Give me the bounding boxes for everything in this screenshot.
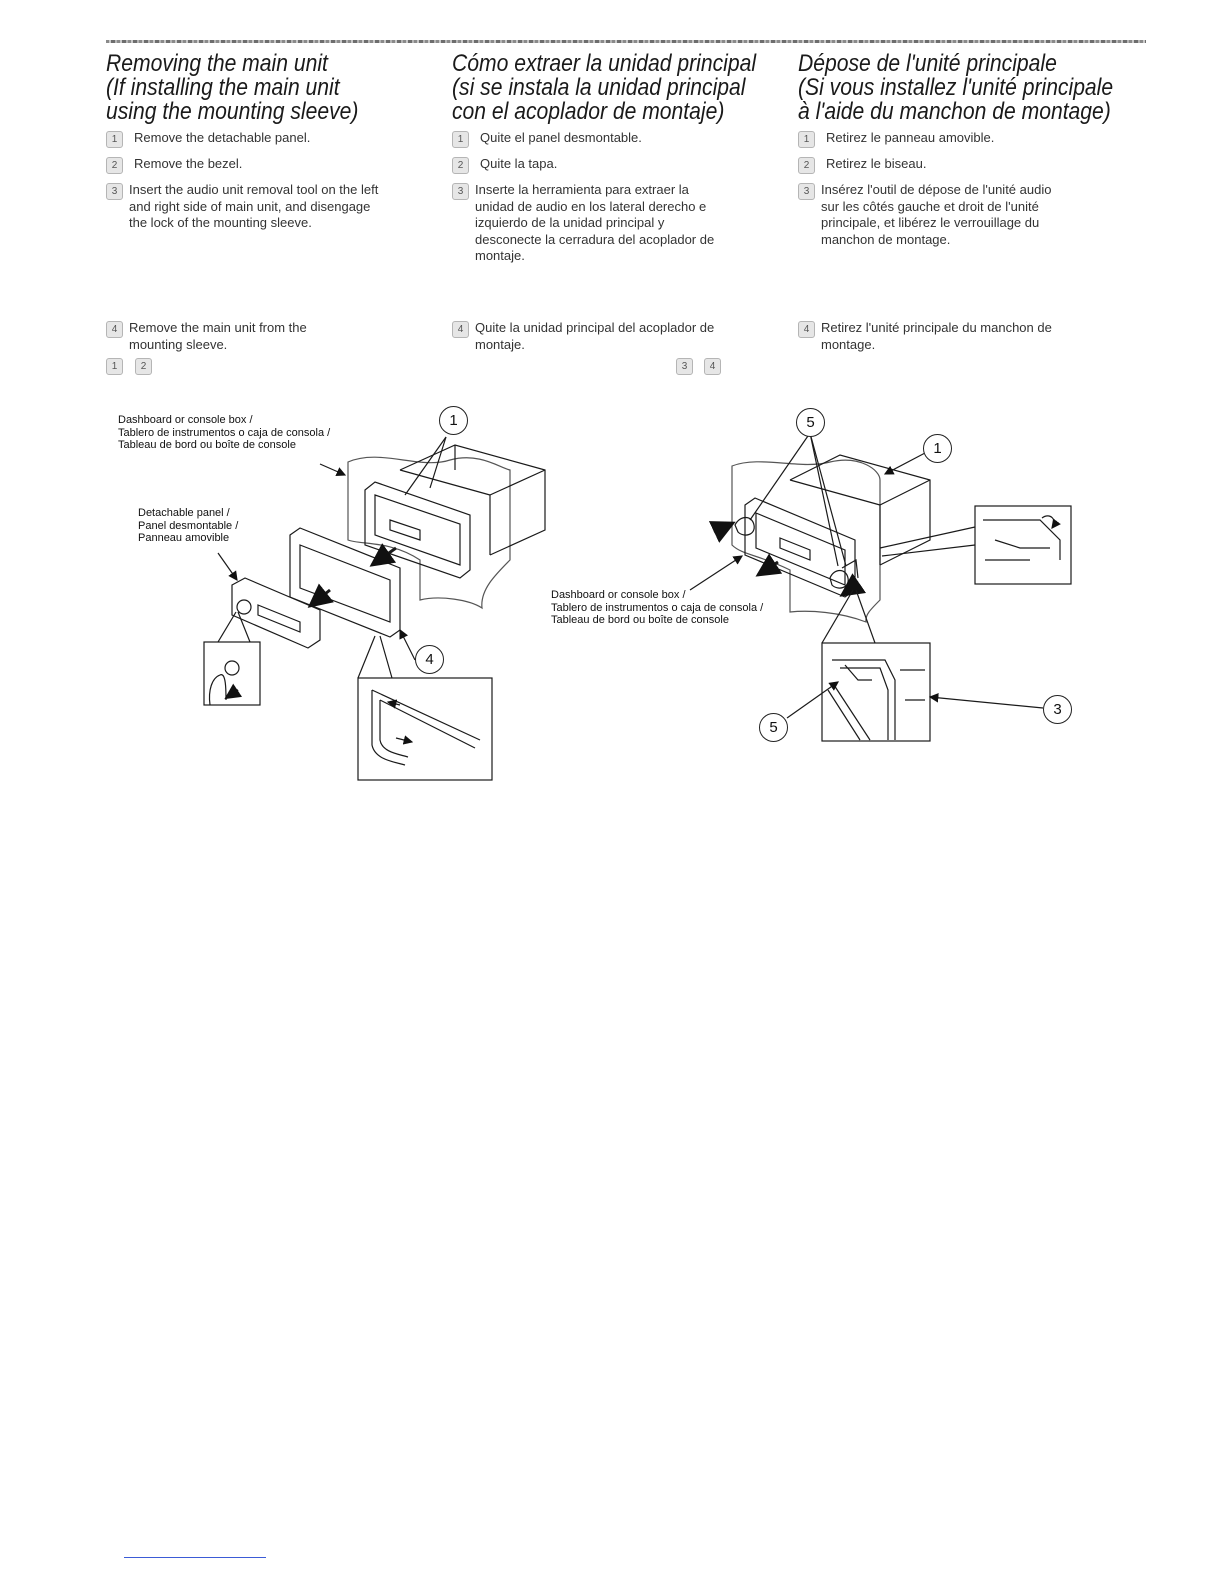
left-dashboard-label — [118, 414, 330, 452]
figure-left-marker-1: 1 — [106, 358, 123, 375]
label-line: Tablero de instrumentos o caja de consola / — [118, 426, 331, 439]
spanish-title-line-1: Cómo extraer la unidad principal — [452, 50, 757, 77]
spanish-title-line-3: con el acoplador de montaje) — [452, 98, 725, 125]
english-title-line-2: (If installing the main unit — [106, 74, 340, 101]
french-title-line-3: à l'aide du manchon de montage) — [798, 98, 1111, 125]
step-number-badge: 4 — [106, 321, 123, 338]
label-line: Panel desmontable / — [138, 519, 239, 532]
label-line: Tableau de bord ou boîte de console — [551, 614, 729, 626]
dashboard-outline — [348, 457, 510, 608]
step-number-badge: 3 — [452, 183, 469, 200]
bottom-rule — [124, 1557, 266, 1558]
unit-front-frame — [745, 498, 855, 597]
step-number-badge: 2 — [106, 157, 123, 174]
figure-left-marker-2: 2 — [135, 358, 152, 375]
figure-right-marker-4: 4 — [704, 358, 721, 375]
step-text: Insert the audio unit removal tool on the left and right side of main unit, and disengage the lock of the mounting sleeve. — [129, 182, 379, 230]
spanish-title-line-2: (si se instala la unidad principal — [452, 74, 746, 101]
right-callout-tool-top: 5 — [796, 408, 825, 437]
step-number-badge: 2 — [452, 157, 469, 174]
main-unit-sleeve — [400, 445, 545, 555]
label-line: Tablero de instrumentos o caja de consola / — [551, 601, 764, 614]
left-installation-diagram — [204, 437, 545, 780]
french-title-line-2: (Si vous installez l'unité principale — [798, 74, 1114, 101]
right-installation-diagram — [690, 433, 1071, 741]
step-text: Retirez l'unité principale du manchon de montage. — [821, 320, 1052, 352]
step-text: Remove the main unit from the mounting sleeve. — [129, 320, 307, 352]
removal-tool-right — [830, 560, 858, 588]
step-text: Retirez le panneau amovible. — [826, 130, 995, 145]
step-number-badge: 4 — [452, 321, 469, 338]
french-title-line-1: Dépose de l'unité principale — [798, 50, 1057, 77]
label-line: Dashboard or console box / — [551, 589, 686, 601]
step-text: Remove the bezel. — [134, 156, 243, 171]
sleeve-lock-detail — [880, 506, 1071, 584]
step-text: Quite el panel desmontable. — [480, 130, 642, 145]
left-callout-bezel: 4 — [415, 645, 444, 674]
panel-release-detail — [204, 612, 260, 705]
step-number-badge: 1 — [106, 131, 123, 148]
step-text: Quite la tapa. — [480, 156, 558, 171]
step-text: Remove the detachable panel. — [134, 130, 311, 145]
step-number-badge: 4 — [798, 321, 815, 338]
step-number-badge: 3 — [798, 183, 815, 200]
right-callout-tool-bottom: 5 — [759, 713, 788, 742]
push-arrow — [714, 523, 733, 532]
step-number-badge: 1 — [798, 131, 815, 148]
right-callout-sleeve: 3 — [1043, 695, 1072, 724]
step-text: Quite la unidad principal del acoplador de montaje. — [475, 320, 715, 352]
bezel-frame — [290, 528, 400, 637]
right-dashboard-label — [551, 589, 763, 627]
label-line: Panneau amovible — [138, 532, 230, 544]
step-text: Inserte la herramienta para extraer la unidad de audio en los lateral derecho e izquierdo de la unidad principal y desconecte la cerradura del acoplador de montaje. — [475, 182, 715, 263]
step-number-badge: 1 — [452, 131, 469, 148]
step-text: Retirez le biseau. — [826, 156, 927, 171]
release-arrow — [372, 548, 396, 565]
unit-front-frame — [365, 482, 470, 578]
english-title-line-1: Removing the main unit — [106, 50, 328, 77]
label-line: Tableau de bord ou boîte de console — [118, 439, 296, 451]
step-text: Insérez l'outil de dépose de l'unité audio sur les côtés gauche et droit de l'unité principale, et libérez le verrouillage du manchon de montage. — [821, 182, 1052, 247]
label-line: Dashboard or console box / — [118, 414, 253, 426]
step-number-badge: 2 — [798, 157, 815, 174]
left-callout-unit: 1 — [439, 406, 468, 435]
main-unit-sleeve — [790, 455, 930, 565]
figure-right-marker-3: 3 — [676, 358, 693, 375]
tool-insertion-detail — [822, 590, 930, 741]
label-line: Detachable panel / — [138, 507, 230, 519]
step-number-badge: 3 — [106, 183, 123, 200]
detachable-panel — [232, 578, 320, 648]
english-title-line-3: using the mounting sleeve) — [106, 98, 359, 125]
right-callout-unit: 1 — [923, 434, 952, 463]
left-panel-label — [138, 507, 238, 545]
pull-arrow — [758, 562, 778, 575]
